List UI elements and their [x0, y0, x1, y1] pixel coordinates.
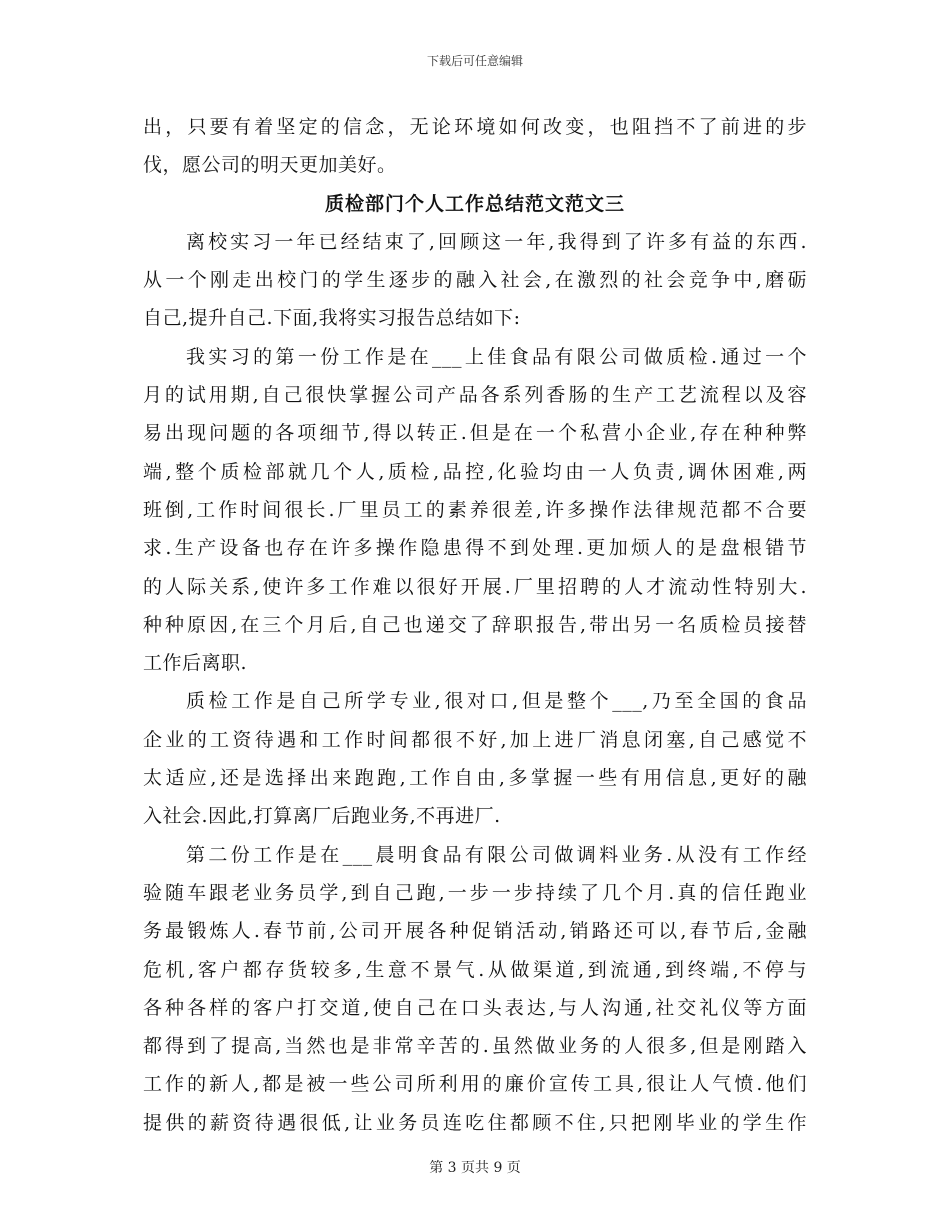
body-text-line: 提供的薪资待遇很低,让业务员连吃住都顾不住,只把刚毕业的学生作	[143, 1111, 807, 1134]
body-text-line: 都得到了提高,当然也是非常辛苦的.虽然做业务的人很多,但是刚踏入	[143, 1035, 807, 1058]
paragraph-first-line: 我实习的第一份工作是在___上佳食品有限公司做质检.通过一个	[186, 345, 807, 368]
paragraph-first-line: 离校实习一年已经结束了,回顾这一年,我得到了许多有益的东西.	[186, 230, 807, 253]
body-text-line: 危机,客户都存货较多,生意不景气.从做渠道,到流通,到终端,不停与	[143, 958, 807, 981]
body-text-line: 的人际关系,使许多工作难以很好开展.厂里招聘的人才流动性特别大.	[143, 575, 807, 598]
paragraph-first-line: 质检工作是自己所学专业,很对口,但是整个___,乃至全国的食品	[186, 690, 807, 713]
body-text-line: 种种原因,在三个月后,自己也递交了辞职报告,带出另一名质检员接替	[143, 613, 807, 636]
body-text-line: 企业的工资待遇和工作时间都很不好,加上进厂消息闭塞,自己感觉不	[143, 728, 807, 751]
document-body	[143, 108, 807, 1142]
page-header: 下载后可任意编辑	[426, 54, 523, 68]
body-text-line: 求.生产设备也存在许多操作隐患得不到处理.更加烦人的是盘根错节	[143, 537, 807, 560]
body-text-line: 班倒,工作时间很长.厂里员工的素养很差,许多操作法律规范都不合要	[143, 498, 807, 521]
body-text-line: 务最锻炼人.春节前,公司开展各种促销活动,销路还可以,春节后,金融	[143, 920, 807, 943]
body-text-line: 工作的新人,都是被一些公司所利用的廉价宣传工具,很让人气愤.他们	[143, 1073, 807, 1096]
section-title: 质检部门个人工作总结范文范文三	[324, 192, 625, 215]
body-text-line: 端,整个质检部就几个人,质检,品控,化验均由一人负责,调休困难,两	[143, 460, 807, 483]
body-text-line: 出，只要有着坚定的信念，无论环境如何改变，也阻挡不了前进的步	[143, 116, 807, 138]
paragraph-last-line: 入社会.因此,打算离厂后跑业务,不再进厂.	[143, 805, 501, 828]
body-text-line: 易出现问题的各项细节,得以转正.但是在一个私营小企业,存在种种弊	[143, 422, 807, 445]
page-number-footer: 第 3 页共 9 页	[429, 1160, 521, 1176]
paragraph-last-line: 伐，愿公司的明天更加美好。	[143, 154, 397, 177]
paragraph-last-line: 工作后离职.	[143, 652, 248, 675]
body-text-line: 验随车跟老业务员学,到自己跑,一步一步持续了几个月.真的信任跑业	[143, 881, 807, 904]
body-text-line: 从一个刚走出校门的学生逐步的融入社会,在激烈的社会竞争中,磨砺	[143, 269, 807, 292]
body-text-line: 各种各样的客户打交道,使自己在口头表达,与人沟通,社交礼仪等方面	[143, 996, 807, 1019]
paragraph-first-line: 第二份工作是在___晨明食品有限公司做调料业务.从没有工作经	[186, 843, 807, 866]
body-text-line: 月的试用期,自己很快掌握公司产品各系列香肠的生产工艺流程以及容	[143, 384, 807, 407]
paragraph-last-line: 自己,提升自己.下面,我将实习报告总结如下:	[143, 307, 521, 330]
body-text-line: 太适应,还是选择出来跑跑,工作自由,多掌握一些有用信息,更好的融	[143, 767, 807, 790]
